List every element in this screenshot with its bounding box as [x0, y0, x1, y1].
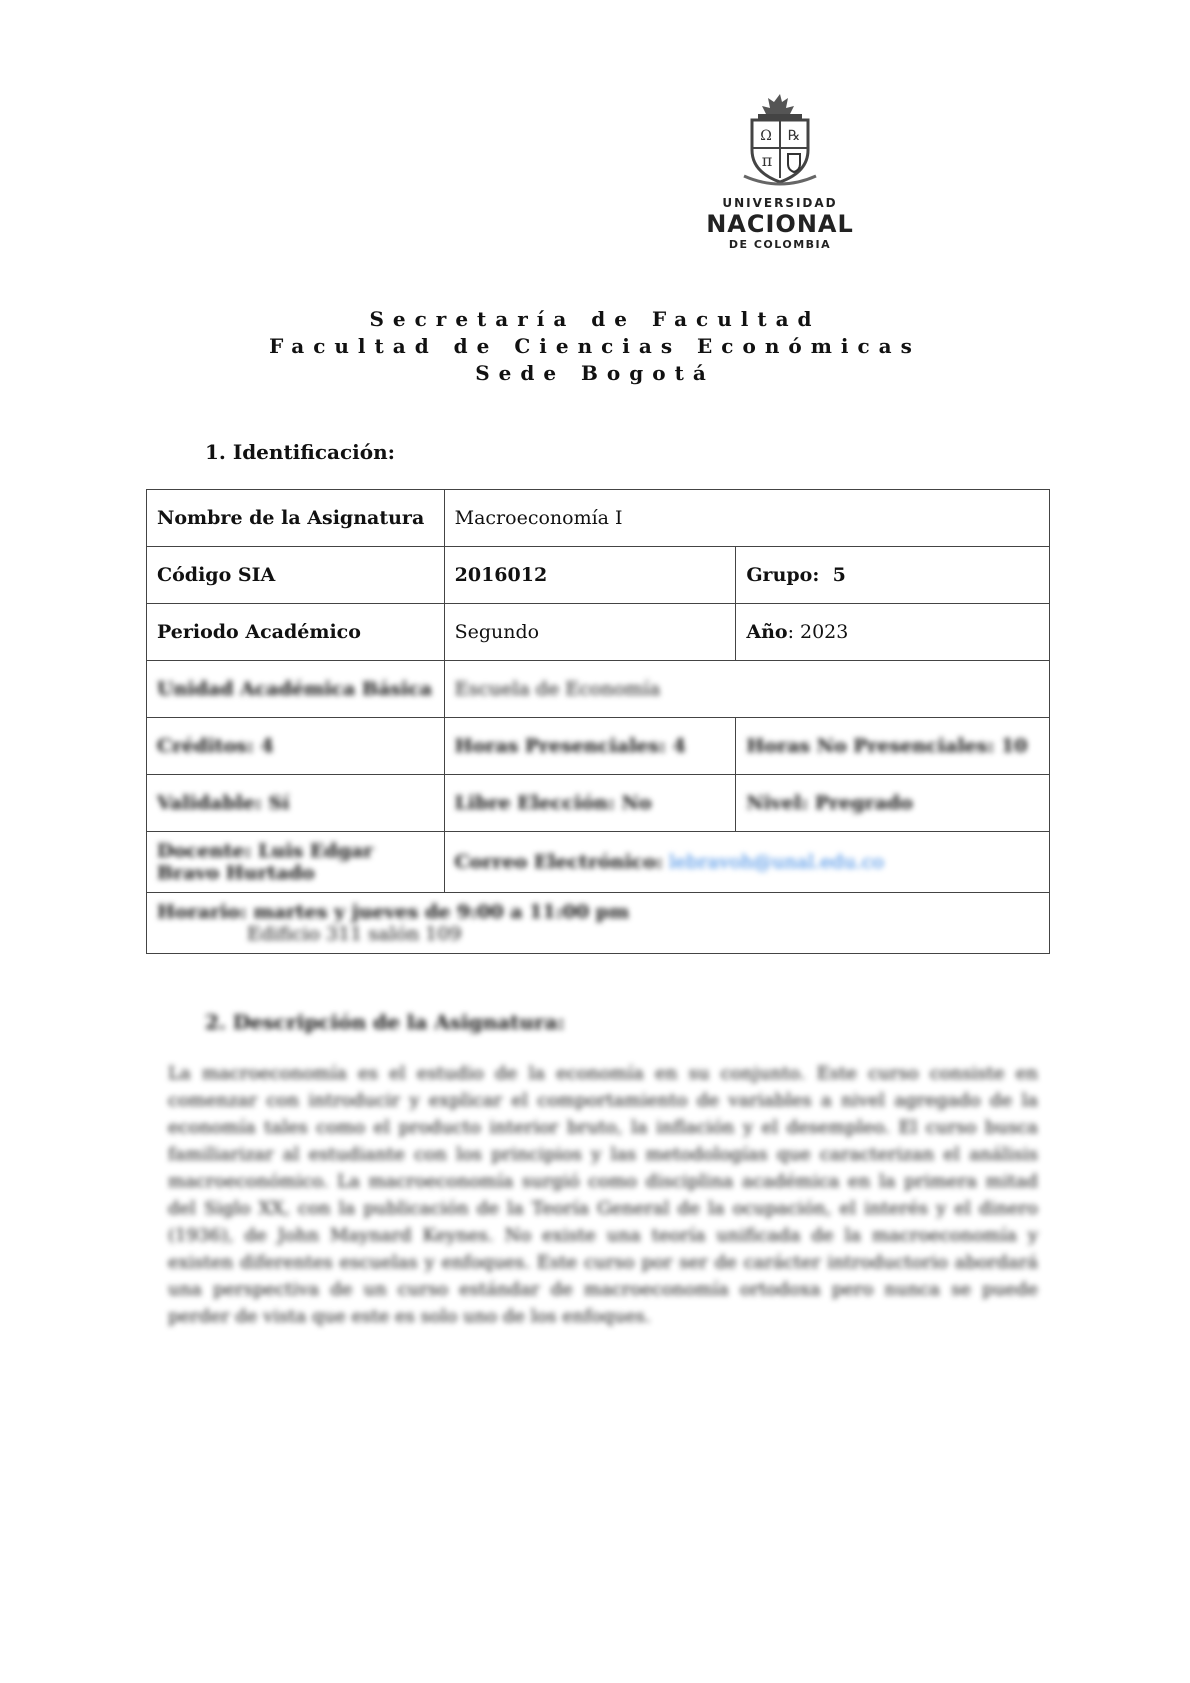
table-row [147, 661, 1050, 718]
unidad-value: Escuela de Economía [444, 661, 1049, 718]
svg-text:Ω: Ω [760, 128, 772, 144]
document-header [0, 306, 1190, 387]
codigo-value: 2016012 [444, 547, 736, 604]
section-1-title: 1. Identificación: [205, 440, 395, 464]
table-row [147, 490, 1050, 547]
grupo-cell [736, 547, 1050, 604]
table-row [147, 604, 1050, 661]
svg-text:℞: ℞ [787, 128, 801, 144]
asignatura-value: Macroeconomía I [444, 490, 1049, 547]
validable-cell: Validable: Sí [147, 775, 445, 832]
anio-label: Año [746, 621, 788, 643]
horario-cell [147, 893, 1050, 954]
docente-cell: Docente: Luis Edgar Bravo Hurtado [147, 832, 445, 893]
university-seal-icon [740, 92, 820, 188]
anio-cell [736, 604, 1050, 661]
correo-cell [444, 832, 1049, 893]
codigo-label: Código SIA [147, 547, 445, 604]
horario-line-1: Horario: martes y jueves de 9:00 a 11:00 pm [157, 901, 630, 923]
section-2-title: 2. Descripción de la Asignatura: [205, 1010, 565, 1034]
identification-table [146, 489, 1050, 954]
horario-line-2: Edificio 311 salón 109 [247, 923, 462, 945]
nivel-cell: Nivel: Pregrado [736, 775, 1050, 832]
header-line-1: Secretaría de Facultad [369, 307, 821, 331]
university-logo [700, 92, 860, 251]
creditos-cell: Créditos: 4 [147, 718, 445, 775]
correo-label: Correo Electrónico: [454, 851, 663, 873]
grupo-label: Grupo: [746, 564, 820, 586]
logo-university: UNIVERSIDAD [722, 196, 838, 210]
table-row [147, 547, 1050, 604]
description-paragraph: La macroeconomía es el estudio de la economía en su conjunto. Este curso consiste en comenzar con introducir y explicar el comportamiento de variables a nivel agregado de la economía tales como el producto interior bruto, la inflación y el desempleo. El curso busca familiarizar al estudiante con los principios y las metodologías que caracterizan el análisis macroeconómico. La macroeconomía surgió como disciplina académica en la primera mitad del Siglo XX, con la publicación de la Teoría General de la ocupación, el interés y el dinero (1936), de John Maynard Keynes. No existe una teoría unificada de la macroeconomía y existen diferentes escuelas y enfoques. Este curso por ser de carácter introductorio abordará una perspectiva de un curso estándar de macroeconomía ortodoxa pero nunca se puede perder de vista que este es solo uno de los enfoques. [168, 1063, 1038, 1327]
correo-link[interactable]: lebravoh@unal.edu.co [668, 851, 884, 873]
periodo-value: Segundo [444, 604, 736, 661]
header-line-2: Facultad de Ciencias Económicas [269, 334, 921, 358]
periodo-label: Periodo Académico [147, 604, 445, 661]
anio-value: : 2023 [787, 621, 849, 643]
table-row [147, 832, 1050, 893]
table-row [147, 718, 1050, 775]
asignatura-label: Nombre de la Asignatura [147, 490, 445, 547]
horas-no-presenciales-cell: Horas No Presenciales: 10 [736, 718, 1050, 775]
unidad-label: Unidad Académica Básica [147, 661, 445, 718]
svg-text:π: π [761, 151, 773, 170]
table-row [147, 775, 1050, 832]
header-line-3: Sede Bogotá [475, 361, 715, 385]
table-row [147, 893, 1050, 954]
horas-presenciales-cell: Horas Presenciales: 4 [444, 718, 736, 775]
logo-colombia: DE COLOMBIA [728, 238, 832, 251]
grupo-value: 5 [832, 564, 846, 586]
libre-eleccion-cell: Libre Elección: No [444, 775, 736, 832]
logo-nacional: NACIONAL [706, 210, 854, 238]
